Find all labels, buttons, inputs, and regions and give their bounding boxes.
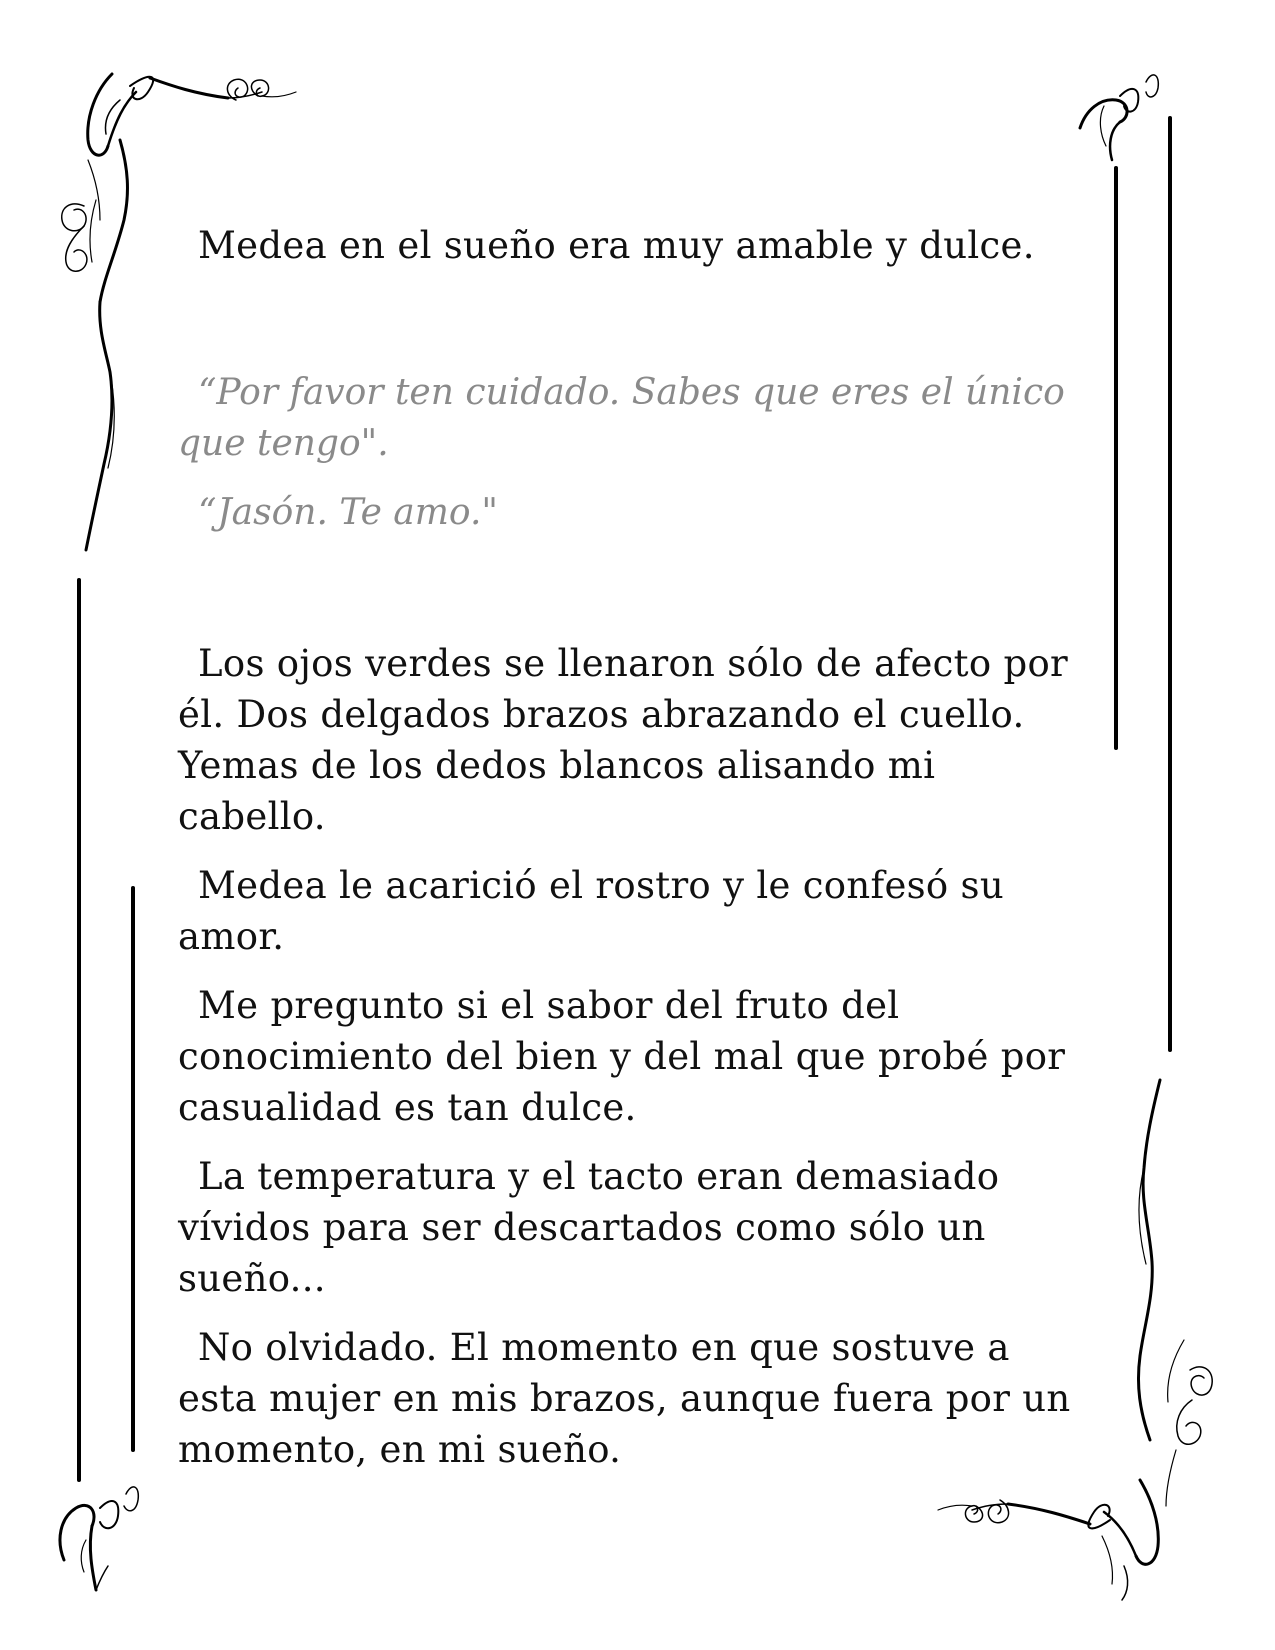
paragraph-confession: Medea le acarició el rostro y le confesó su amor. xyxy=(178,864,1004,958)
top-right-flourish xyxy=(1080,75,1158,160)
paragraph-forbidden-fruit: Me pregunto si el sabor del fruto del conocimiento del bien y del mal que probé por casualidad es tan dulce. xyxy=(178,984,1066,1129)
paragraph-vivid-dream: La temperatura y el tacto eran demasiado vívidos para ser descartados como sólo un sueño... xyxy=(178,1155,1000,1300)
bottom-left-flourish xyxy=(60,1487,138,1590)
dialogue-please-be-careful: “Por favor ten cuidado. Sabes que eres el único que tengo". xyxy=(178,372,1065,464)
paragraph-green-eyes: Los ojos verdes se llenaron sólo de afecto por él. Dos delgados brazos abrazando el cuello. Yemas de los dedos blancos alisando mi cabello. xyxy=(178,642,1069,838)
page-text xyxy=(178,220,1078,1475)
bottom-right-flourish xyxy=(938,1480,1158,1600)
bottom-right-swirl xyxy=(1138,1080,1212,1506)
paragraph-not-forgotten: No olvidado. El momento en que sostuve a esta mujer en mis brazos, aunque fuera por un momento, en mi sueño. xyxy=(178,1326,1071,1471)
paragraph-medea-dream: Medea en el sueño era muy amable y dulce. xyxy=(198,224,1035,267)
dialogue-jason-i-love-you: “Jasón. Te amo." xyxy=(198,492,498,533)
